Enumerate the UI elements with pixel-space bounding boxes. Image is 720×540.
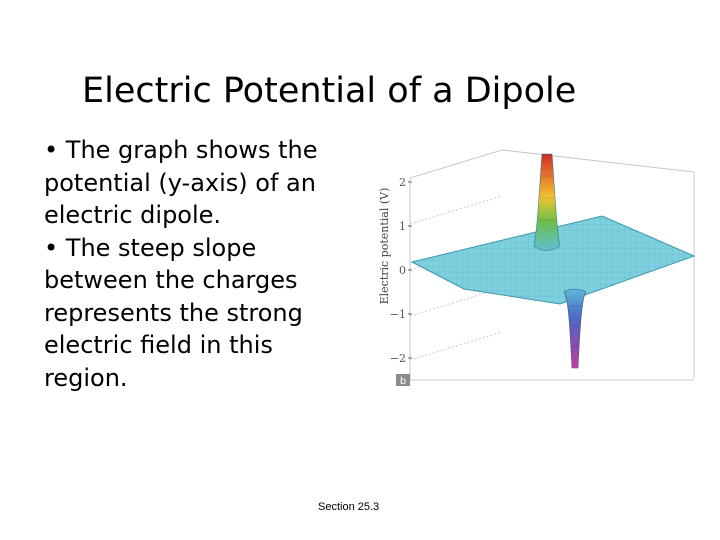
slide-title: Electric Potential of a Dipole — [82, 71, 577, 111]
tick-label: 2 — [399, 176, 406, 189]
negative-well — [564, 289, 586, 368]
tick-label: 0 — [399, 264, 406, 277]
tick-label: −1 — [389, 308, 406, 321]
panel-tag-label: b — [399, 376, 407, 387]
dipole-potential-figure — [372, 146, 702, 392]
dipole-potential-plot — [372, 146, 702, 392]
tick-label: −2 — [389, 352, 406, 365]
bullet-list — [44, 134, 364, 394]
positive-peak — [534, 154, 560, 251]
y-axis-label: Electric potential (V) — [378, 187, 391, 305]
tick-label: 1 — [399, 220, 406, 233]
bullet-item: • The graph shows the potential (y-axis) of an electric dipole. — [44, 136, 318, 229]
section-footer: Section 25.3 — [318, 501, 380, 513]
bullet-item: • The steep slope between the charges represents the strong electric field in this region. — [44, 233, 303, 392]
